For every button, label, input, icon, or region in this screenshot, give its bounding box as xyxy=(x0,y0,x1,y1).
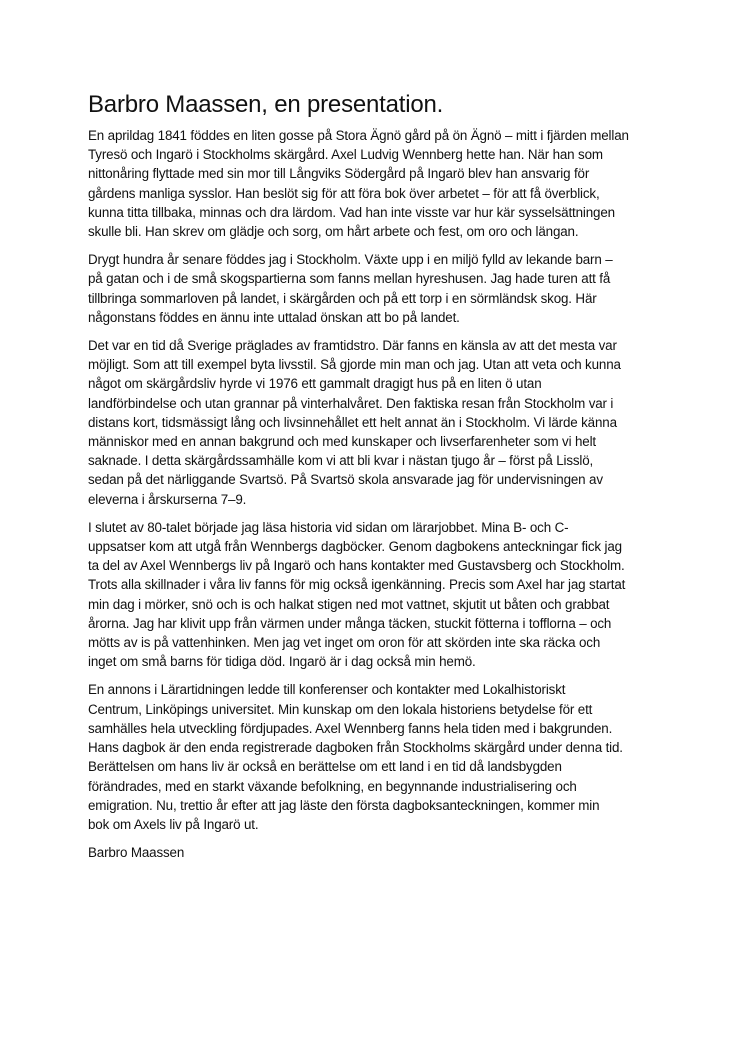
paragraph-3: Det var en tid då Sverige präglades av framtidstro. Där fanns en känsla av att det mesta var möjligt. Som att till exempel byta livsstil. Så gjorde min man och jag. Utan att veta och kunna något om skärgårdsliv hyrde vi 1976 ett gammalt dragigt hus på en liten ö utan landförbindelse och utan grannar på vinterhalvåret. Den faktiska resan från Stockholm var i distans kort, tidsmässigt lång och livsinnehållet ett helt annat än i Stockholm. Vi lärde känna människor med en annan bakgrund och med kunskaper och livserfarenheter som vi helt saknade. I detta skärgårdssamhälle kom vi att bli kvar i nästan tjugo år – först på Lisslö, sedan på det närliggande Svartsö. På Svartsö skola ansvarade jag för undervisningen av eleverna i årskurserna 7–9. xyxy=(88,338,621,507)
paragraph-5: En annons i Lärartidningen ledde till konferenser och kontakter med Lokalhistoriskt Centrum, Linköpings universitet. Min kunskap om den lokala historiens betydelse för ett samhälles hela utveckling fördjupades. Axel Wennberg fanns hela tiden med i bakgrunden. Hans dagbok är den enda registrerade dagboken från Stockholms skärgård under denna tid. Berättelsen om hans liv är också en berättelse om ett land i en tid då landsbygden förändrades, med en starkt växande befolkning, en begynnande industrialisering och emigration. Nu, trettio år efter att jag läste den första dagboksanteckningen, kommer min bok om Axels liv på Ingarö ut. xyxy=(88,682,623,832)
document-page xyxy=(88,90,666,862)
signature: Barbro Maassen xyxy=(88,845,185,861)
paragraph-1: En aprildag 1841 föddes en liten gosse på Stora Ägnö gård på ön Ägnö – mitt i fjärden mellan Tyresö och Ingarö i Stockholms skärgård. Axel Ludvig Wennberg hette han. När han som nittonåring flyttade med sin mor till Långviks Södergård på Ingarö blev han ansvarig för gårdens manliga sysslor. Han beslöt sig för att föra bok över arbetet – för att få överblick, kunna titta tillbaka, minnas och dra lärdom. Vad han inte visste var hur kär sysselsättningen skulle bli. Han skrev om glädje och sorg, om hårt arbete och fest, om oro och längan. xyxy=(88,128,629,240)
paragraph-2: Drygt hundra år senare föddes jag i Stockholm. Växte upp i en miljö fylld av lekande barn – på gatan och i de små skogspartierna som fanns mellan hyreshusen. Jag hade turen att få tillbringa sommarloven på landet, i skärgården och på ett torp i en sörmländsk skog. Här någonstans föddes en ännu inte uttalad önskan att bo på landet. xyxy=(88,252,613,325)
document-title: Barbro Maassen, en presentation. xyxy=(88,91,444,118)
paragraph-4: I slutet av 80-talet började jag läsa historia vid sidan om lärarjobbet. Mina B- och C- uppsatser kom att utgå från Wennbergs dagböcker. Genom dagbokens anteckningar fick jag ta del av Axel Wennbergs liv på Ingarö och hans kontakter med Gustavsberg och Stockholm. Trots alla skillnader i våra liv fanns för mig också igenkänning. Precis som Axel har jag startat min dag i mörker, snö och is och halkat stigen ned mot vattnet, skjutit ut båten och grabbat årorna. Jag har klivit upp från värmen under många täcken, stuckit fötterna i tofflorna – och mötts av is på vattenhinken. Men jag vet inget om oron för att skörden inte ska räcka och inget om små barns för tidiga död. Ingarö är i dag också min hemö. xyxy=(88,519,626,670)
